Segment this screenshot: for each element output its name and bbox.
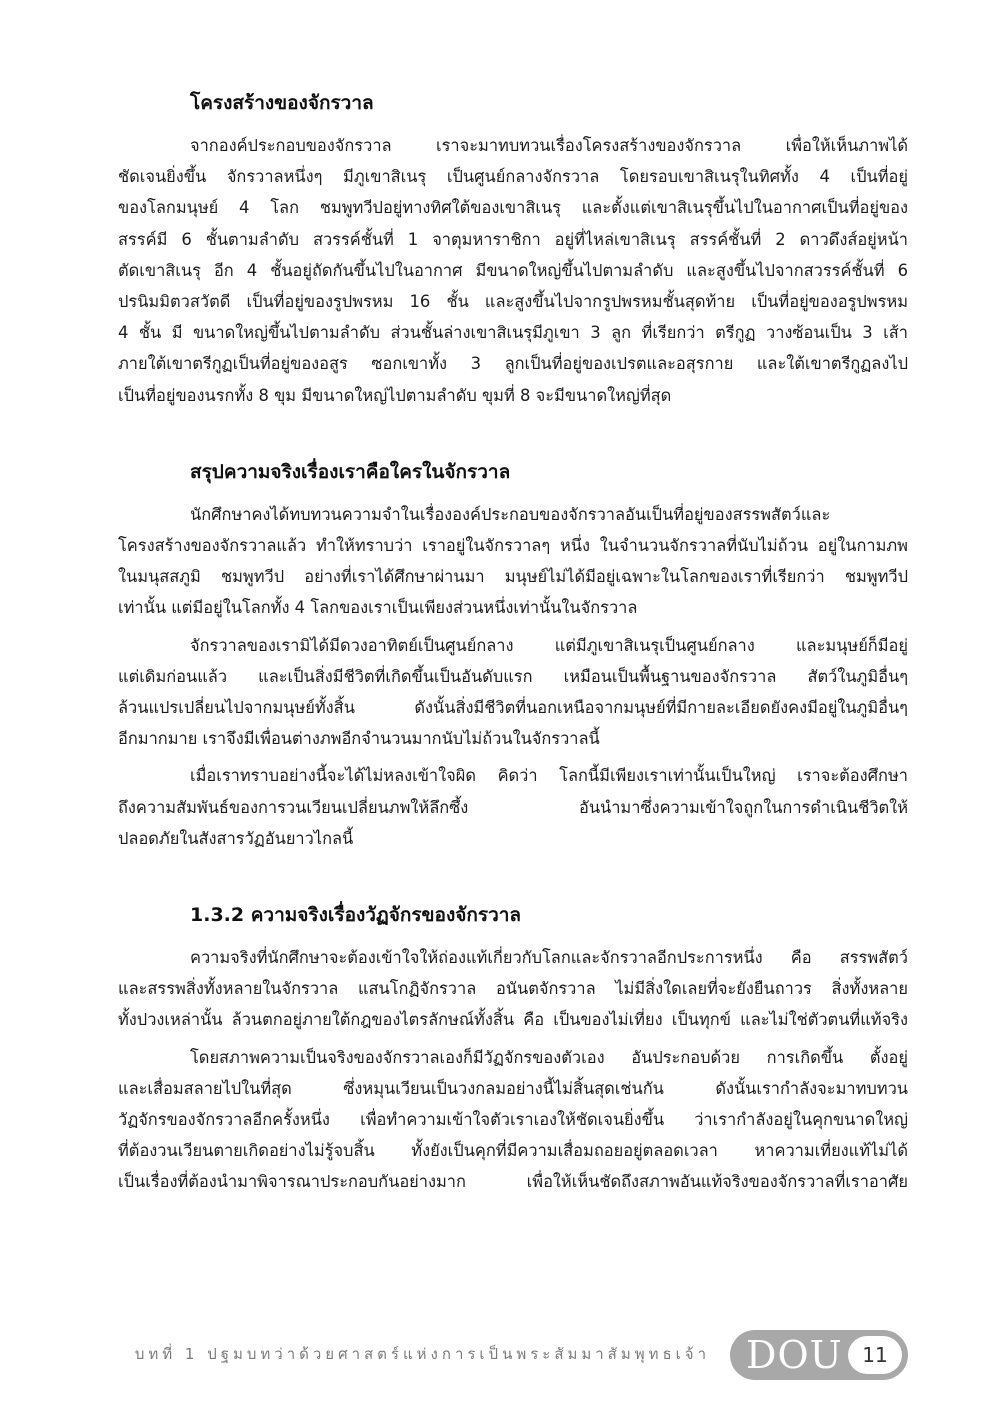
- text-line: และเสื่อมสลายไปในที่สุด ซึ่งหมุนเวียนเป็นวงกลมอย่างนี้ไม่สิ้นสุดเช่นกัน ดังนั้นเรากำลังจะมาทบทวน: [118, 1078, 908, 1098]
- text-line: ถึงความสัมพันธ์ของการวนเวียนเปลี่ยนภพให้ลึกซึ้ง อันนำมาซึ่งความเข้าใจถูกในการดำเนินชีวิตให้: [118, 797, 908, 817]
- text-line: ปรนิมมิตวสวัตดี เป็นที่อยู่ของรูปพรหม 16 ชั้น และสูงขึ้นไปจากรูปพรหมชั้นสุดท้าย เป็นที่อยู่ของอรูปพรหม: [118, 292, 908, 312]
- paragraph: [118, 942, 908, 1036]
- text-line: และสรรพสิ่งทั้งหลายในจักรวาล แสนโกฏิจักรวาล อนันตจักรวาล ไม่มีสิ่งใดเลยที่จะยังยืนถาวร สิ่งทั้งหลาย: [118, 979, 908, 999]
- text-line: เป็นที่อยู่ของนรกทั้ง 8 ขุม มีขนาดใหญ่ไปตามลำดับ ขุมที่ 8 จะมีขนาดใหญ่ที่สุด: [118, 385, 672, 405]
- text-line: ในมนุสสภูมิ ชมพูทวีป อย่างที่เราได้ศึกษาผ่านมา มนุษย์ไม่ได้มีอยู่เฉพาะในโลกของเราที่เรียกว่า ชมพูทวีป: [118, 567, 908, 587]
- text-line: จากองค์ประกอบของจักรวาล เราจะมาทบทวนเรื่องโครงสร้างของจักรวาล เพื่อให้เห็นภาพได้: [190, 136, 908, 155]
- text-line: 4 ชั้น มี ขนาดใหญ่ขึ้นไปตามลำดับ ส่วนชั้นล่างเขาสิเนรุมีภูเขา 3 ลูก ที่เรียกว่า ตรีกูฏ วางซ้อนเป็น 3 เส้า: [118, 323, 908, 343]
- text-line: ล้วนแปรเปลี่ยนไปจากมนุษย์ทั้งสิ้น ดังนั้นสิ่งมีชีวิตที่นอกเหนือจากมนุษย์ที่มีกายละเอียดยังคงมีอยู่ในภูมิอื่นๆ: [118, 698, 908, 718]
- text-line: ภายใต้เขาตรีกูฏเป็นที่อยู่ของอสูร ซอกเขาทั้ง 3 ลูกเป็นที่อยู่ของเปรตและอสุรกาย และใต้เขาตรีกูฏลงไป: [118, 354, 908, 374]
- text-line: ของโลกมนุษย์ 4 โลก ชมพูทวีปอยู่ทางทิศใต้ของเขาสิเนรุ และตั้งแต่เขาสิเนรุขึ้นไปในอากาศเป็นที่อยู่ของ: [118, 198, 908, 218]
- text-line: ตัดเขาสิเนรุ อีก 4 ชั้นอยู่ถัดกันขึ้นไปในอากาศ มีขนาดใหญ่ขึ้นไปตามลำดับ และสูงขึ้นไปจากสวรรค์ชั้นที่ 6: [118, 260, 908, 280]
- paragraph: [118, 130, 908, 411]
- text-line: เป็นเรื่องที่ต้องนำมาพิจารณาประกอบกันอย่างมาก เพื่อให้เห็นชัดถึงสภาพอันแท้จริงของจักรวาลที่เราอาศัย: [118, 1172, 908, 1192]
- section-summary: [118, 457, 908, 854]
- section-heading: โครงสร้างของจักรวาล: [190, 92, 374, 114]
- chapter-title: บทที่ 1 ปฐมบทว่าด้วยศาสตร์แห่งการเป็นพระสัมมาสัมพุทธเจ้า: [134, 1345, 710, 1363]
- page-content: [118, 88, 908, 1244]
- text-line: ชัดเจนยิ่งขึ้น จักรวาลหนึ่งๆ มีภูเขาสิเนรุ เป็นศูนย์กลางจักรวาล โดยรอบเขาสิเนรุในทิศทั้ง 4 เป็นที่อยู่: [118, 167, 908, 187]
- paragraph: [118, 499, 908, 624]
- page-number: 11: [848, 1336, 902, 1374]
- text-line: ที่ต้องวนเวียนตายเกิดอย่างไม่รู้จบสิ้น ทั้งยังเป็นคุกที่มีความเสื่อมถอยอยู่ตลอดเวลา หาความเที่ยงแท้ไม่ได้: [118, 1141, 908, 1161]
- text-line: แต่เดิมก่อนแล้ว และเป็นสิ่งมีชีวิตที่เกิดขึ้นเป็นอันดับแรก เหมือนเป็นพื้นฐานของจักรวาล สัตว์ในภูมิอื่นๆ: [118, 666, 908, 686]
- section-cycle: [118, 900, 908, 1198]
- text-line: เมื่อเราทราบอย่างนี้จะได้ไม่หลงเข้าใจผิด คิดว่า โลกนี้มีเพียงเราเท่านั้นเป็นใหญ่ เราจะต้องศึกษา: [190, 766, 908, 786]
- text-line: จักรวาลของเรามิได้มีดวงอาทิตย์เป็นศูนย์กลาง แต่มีภูเขาสิเนรุเป็นศูนย์กลาง และมนุษย์ก็มีอยู่: [190, 635, 908, 655]
- text-line: นักศึกษาคงได้ทบทวนความจำในเรื่ององค์ประกอบของจักรวาลอันเป็นที่อยู่ของสรรพสัตว์และ: [190, 504, 831, 524]
- text-line: โดยสภาพความเป็นจริงของจักรวาลเองก็มีวัฏจักรของตัวเอง อันประกอบด้วย การเกิดขึ้น ตั้งอยู่: [190, 1047, 908, 1067]
- text-line: สรรค์มี 6 ชั้นตามลำดับ สวรรค์ชั้นที่ 1 จาตุมหาราชิกา อยู่ที่ไหล่เขาสิเนรุ สรรค์ชั้นที่ 2 ดาวดึงส์อยู่หน้า: [118, 229, 908, 249]
- text-line: อีกมากมาย เราจึงมีเพื่อนต่างภพอีกจำนวนมากนับไม่ถ้วนในจักรวาลนี้: [118, 729, 600, 749]
- text-line: ความจริงที่นักศึกษาจะต้องเข้าใจให้ถ่องแท้เกี่ยวกับโลกและจักรวาลอีกประการหนึ่ง คือ สรรพสัตว์: [190, 948, 908, 968]
- page-badge: [730, 1330, 908, 1380]
- text-line: โครงสร้างของจักรวาลแล้ว ทำให้ทราบว่า เราอยู่ในจักรวาลๆ หนึ่ง ในจำนวนจักรวาลที่นับไม่ถ้วน อยู่ในกามภพ: [118, 536, 908, 556]
- page-footer: [0, 1330, 1000, 1380]
- paragraph: [118, 630, 908, 755]
- section-heading: 1.3.2 ความจริงเรื่องวัฏจักรของจักรวาล: [190, 904, 522, 927]
- dou-logo: DOU: [746, 1333, 843, 1377]
- text-line: เท่านั้น แต่มีอยู่ในโลกทั้ง 4 โลกของเราเป็นเพียงส่วนหนึ่งเท่านั้นในจักรวาล: [118, 598, 638, 618]
- text-line: วัฏจักรของจักรวาลอีกครั้งหนึ่ง เพื่อทำความเข้าใจตัวเราเองให้ชัดเจนยิ่งขึ้น ว่าเรากำลังอยู่ในคุกขนาดใหญ่: [118, 1110, 908, 1130]
- text-line: ทั้งปวงเหล่านั้น ล้วนตกอยู่ภายใต้กฎของไตรลักษณ์ทั้งสิ้น คือ เป็นของไม่เที่ยง เป็นทุกข์ และไม่ใช่ตัวตนที่แท้จริง: [118, 1010, 908, 1030]
- text-line: ปลอดภัยในสังสารวัฏอันยาวไกลนี้: [118, 828, 354, 848]
- paragraph: [118, 1042, 908, 1198]
- section-structure: [118, 88, 908, 411]
- paragraph: [118, 760, 908, 854]
- section-heading: สรุปความจริงเรื่องเราคือใครในจักรวาล: [190, 460, 511, 483]
